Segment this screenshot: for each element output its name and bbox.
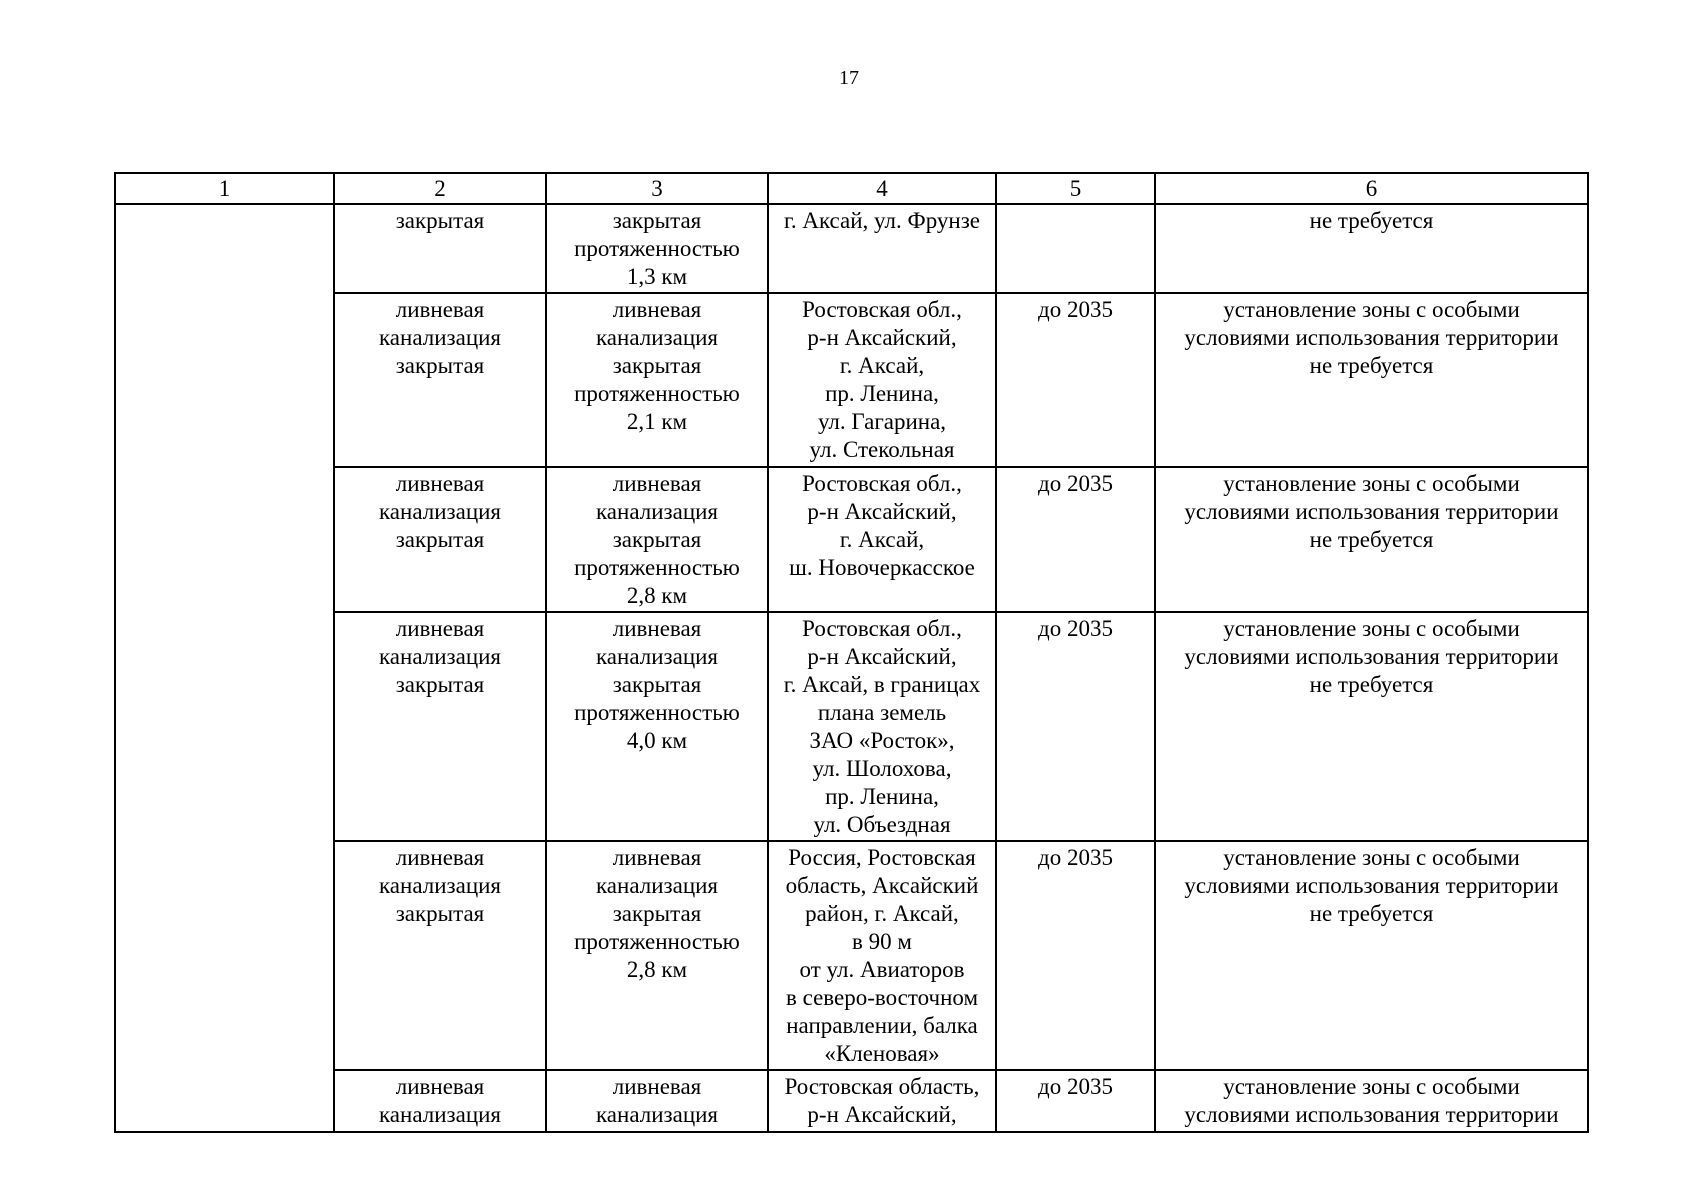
table-cell-object-type: ливневая канализация закрытая — [334, 293, 546, 467]
table-row — [115, 612, 1588, 841]
table-cell-term: до 2035 — [996, 841, 1155, 1070]
table-cell-description: ливневая канализация закрытая протяженностью 2,1 км — [546, 293, 768, 467]
table-cell-zone-note: установление зоны с особыми условиями использования территории не требуется — [1155, 841, 1588, 1070]
table-cell-location: Ростовская обл., р-н Аксайский, г. Аксай, в границах плана земель ЗАО «Росток», ул. Шолохова, пр. Ленина, ул. Объездная — [768, 612, 996, 841]
header-cell-1: 1 — [115, 173, 334, 204]
table-cell-description: ливневая канализация закрытая протяженностью 4,0 км — [546, 612, 768, 841]
header-cell-6: 6 — [1155, 173, 1588, 204]
table-header-row — [115, 173, 1588, 204]
table-row — [115, 467, 1588, 612]
table-cell-location: Ростовская обл., р-н Аксайский, г. Аксай, пр. Ленина, ул. Гагарина, ул. Стекольная — [768, 293, 996, 467]
table-cell-description: ливневая канализация закрытая протяженностью 2,8 км — [546, 841, 768, 1070]
header-cell-4: 4 — [768, 173, 996, 204]
table-row — [115, 293, 1588, 467]
header-cell-3: 3 — [546, 173, 768, 204]
table-cell-object-type: ливневая канализация закрытая — [334, 467, 546, 612]
table-cell-zone-note: не требуется — [1155, 204, 1588, 293]
table-cell-col1-merged — [115, 204, 334, 1132]
page-number: 17 — [839, 67, 859, 89]
table-cell-object-type: ливневая канализация закрытая — [334, 612, 546, 841]
table-cell-location: г. Аксай, ул. Фрунзе — [768, 204, 996, 293]
table-cell-term: до 2035 — [996, 1070, 1155, 1132]
table-cell-object-type: закрытая — [334, 204, 546, 293]
table-cell-zone-note: установление зоны с особыми условиями использования территории не требуется — [1155, 467, 1588, 612]
table-cell-description: ливневая канализация — [546, 1070, 768, 1132]
table-cell-zone-note: установление зоны с особыми условиями использования территории не требуется — [1155, 293, 1588, 467]
table-cell-location: Ростовская обл., р-н Аксайский, г. Аксай, ш. Новочеркасское — [768, 467, 996, 612]
table-cell-location: Россия, Ростовская область, Аксайский район, г. Аксай, в 90 м от ул. Авиаторов в северо-восточном направлении, балка «Кленовая» — [768, 841, 996, 1070]
table-cell-term: до 2035 — [996, 293, 1155, 467]
table-cell-term: до 2035 — [996, 467, 1155, 612]
table-cell-description: закрытая протяженностью 1,3 км — [546, 204, 768, 293]
table-cell-description: ливневая канализация закрытая протяженностью 2,8 км — [546, 467, 768, 612]
table-cell-term — [996, 204, 1155, 293]
table-cell-zone-note: установление зоны с особыми условиями использования территории — [1155, 1070, 1588, 1132]
document-table — [114, 172, 1589, 1133]
table-row — [115, 841, 1588, 1070]
table-cell-object-type: ливневая канализация — [334, 1070, 546, 1132]
table-cell-object-type: ливневая канализация закрытая — [334, 841, 546, 1070]
table-row — [115, 204, 1588, 293]
table-cell-location: Ростовская область, р-н Аксайский, — [768, 1070, 996, 1132]
table-cell-term: до 2035 — [996, 612, 1155, 841]
header-cell-2: 2 — [334, 173, 546, 204]
table-cell-zone-note: установление зоны с особыми условиями использования территории не требуется — [1155, 612, 1588, 841]
table-row — [115, 1070, 1588, 1132]
header-cell-5: 5 — [996, 173, 1155, 204]
